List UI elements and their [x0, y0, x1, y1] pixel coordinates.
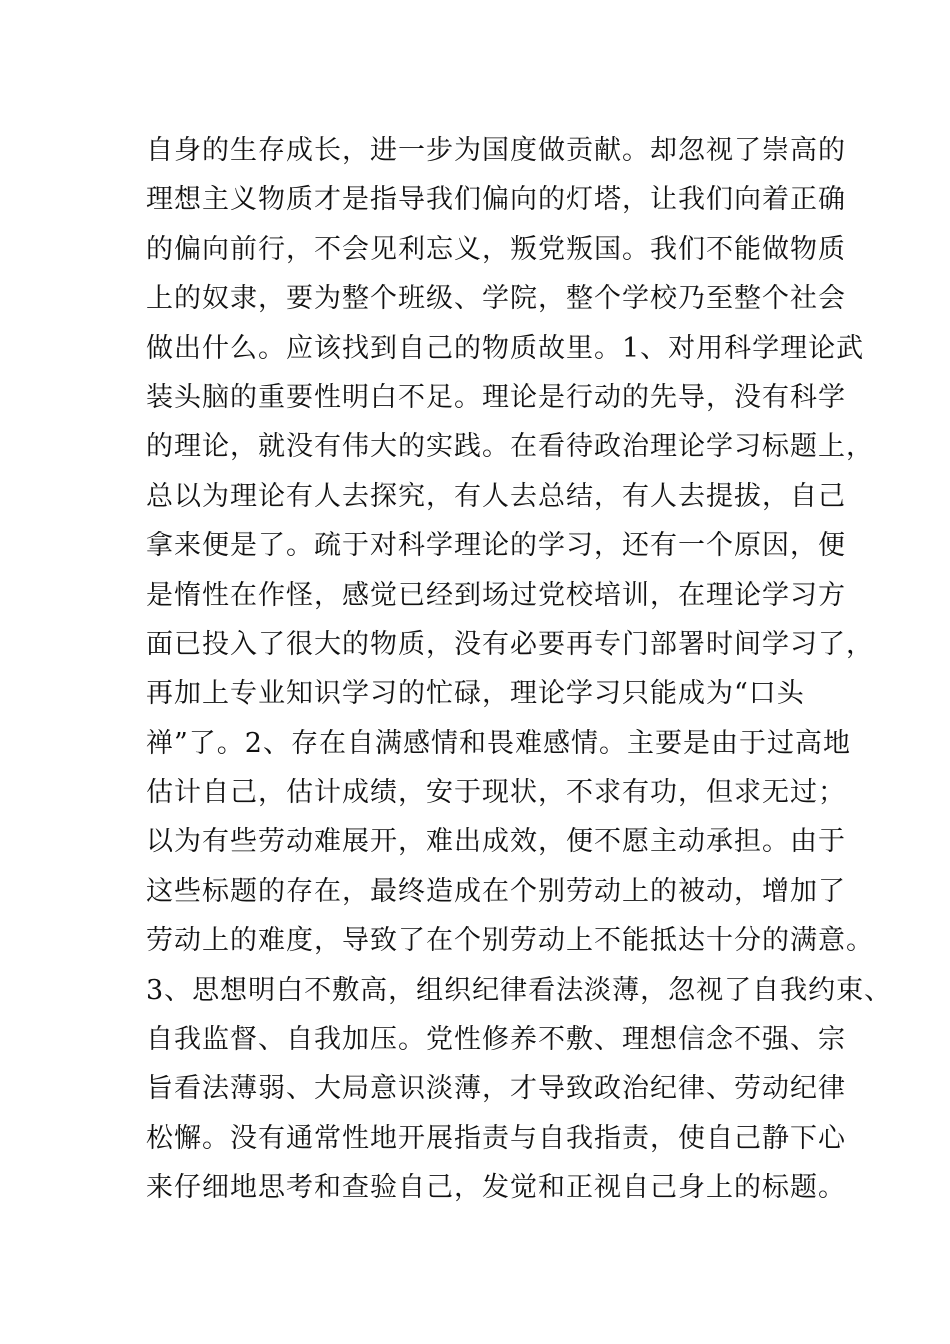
- text-line-20: 旨看法薄弱、大局意识淡薄，才导致政治纪律、劳动纪律: [146, 1073, 846, 1105]
- text-line-1: 自身的生存成长，进一步为国度做贡献。却忽视了崇高的: [146, 135, 846, 166]
- text-line-10: 是惰性在作怪，感觉已经到场过党校培训，在理论学习方: [146, 579, 846, 611]
- text-line-16: 这些标题的存在，最终造成在个别劳动上的被动，增加了: [146, 875, 846, 907]
- text-line-7: 的理论，就没有伟大的实践。在看待政治理论学习标题上，: [146, 431, 874, 463]
- text-line-21: 松懈。没有通常性地开展指责与自我指责，使自己静下心: [146, 1122, 846, 1154]
- text-line-14: 估计自己，估计成绩，安于现状，不求有功，但求无过；: [146, 777, 846, 809]
- text-line-19: 自我监督、自我加压。党性修养不敷、理想信念不强、宗: [146, 1024, 846, 1056]
- text-line-12: 再加上专业知识学习的忙碌，理论学习只能成为“口头: [146, 678, 805, 710]
- text-line-15: 以为有些劳动难展开，难出成效，便不愿主动承担。由于: [146, 826, 846, 858]
- text-line-2: 理想主义物质才是指导我们偏向的灯塔，让我们向着正确: [146, 184, 846, 216]
- text-line-22: 来仔细地思考和查验自己，发觉和正视自己身上的标题。: [146, 1172, 846, 1204]
- text-line-9: 拿来便是了。疏于对科学理论的学习，还有一个原因，便: [146, 530, 846, 562]
- text-line-4: 上的奴隶，要为整个班级、学院，整个学校乃至整个社会: [146, 283, 846, 315]
- body-text: [146, 126, 893, 1213]
- text-line-13: 禅”了。2、存在自满感情和畏难感情。主要是由于过高地: [146, 727, 851, 759]
- text-line-3: 的偏向前行，不会见利忘义，叛党叛国。我们不能做物质: [146, 233, 846, 265]
- text-line-11: 面已投入了很大的物质，没有必要再专门部署时间学习了，: [146, 628, 874, 660]
- text-line-18: 3、思想明白不敷高，组织纪律看法淡薄，忽视了自我约束、: [146, 974, 893, 1006]
- text-line-17: 劳动上的难度，导致了在个别劳动上不能抵达十分的满意。: [146, 925, 874, 957]
- text-line-6: 装头脑的重要性明白不足。理论是行动的先导，没有科学: [146, 381, 846, 413]
- text-line-5: 做出什么。应该找到自己的物质故里。1、对用科学理论武: [146, 332, 865, 364]
- text-line-8: 总以为理论有人去探究，有人去总结，有人去提拔，自己: [146, 480, 846, 512]
